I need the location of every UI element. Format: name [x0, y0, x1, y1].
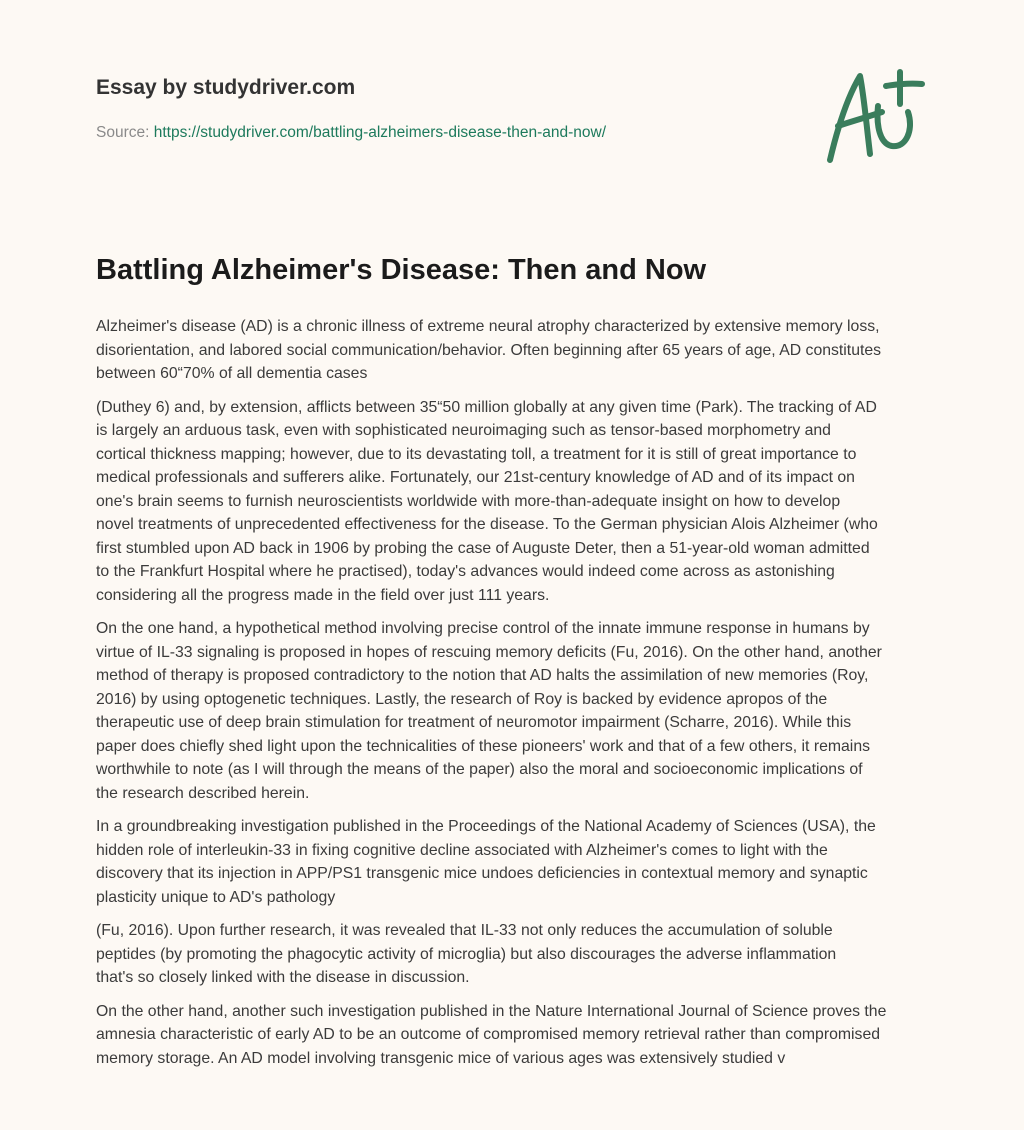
- paragraph-line: hidden role of interleukin-33 in fixing cognitive decline associated with Alzheimer's comes to light with the: [96, 841, 828, 859]
- paragraph-line: first stumbled upon AD back in 1906 by probing the case of Auguste Deter, then a 51-year-old woman admitted: [96, 539, 870, 557]
- paragraph-line: (Duthey 6) and, by extension, afflicts between 35“50 million globally at any given time (Park). The tracking of AD: [96, 398, 877, 416]
- paragraph-line: worthwhile to note (as I will through the means of the paper) also the moral and socioeconomic implications of: [96, 761, 863, 778]
- paragraph-line: disorientation, and labored social communication/behavior. Often beginning after 65 years of age, AD constitutes: [96, 341, 882, 359]
- paragraph-line: the research described herein.: [96, 784, 310, 802]
- paragraph-line: plasticity unique to AD's pathology: [96, 888, 336, 906]
- paragraph-line: is largely an arduous task, even with sophisticated neuroimaging such as tensor-based morphometry and: [96, 422, 831, 439]
- paragraph-line: between 60“70% of all dementia cases: [96, 365, 368, 382]
- essay-paragraph: [96, 315, 936, 386]
- paragraph-line: memory storage. An AD model involving transgenic mice of various ages was extensively studied v: [96, 1049, 786, 1067]
- paragraph-line: (Fu, 2016). Upon further research, it was revealed that IL-33 not only reduces the accumulation of soluble: [96, 922, 833, 939]
- paragraph-line: On the one hand, a hypothetical method involving precise control of the innate immune response in humans by: [96, 620, 870, 637]
- paragraph-line: 2016) by using optogenetic techniques. Lastly, the research of Roy is backed by evidence apropos of the: [96, 690, 828, 708]
- essay-paragraph: [96, 815, 936, 909]
- paragraph-line: peptides (by promoting the phagocytic activity of microglia) but also discourages the adverse inflammation: [96, 945, 837, 963]
- paragraph-line: paper does chiefly shed light upon the technicalities of these pioneers' work and that of a few others, it remains: [96, 737, 871, 755]
- paragraph-line: novel treatments of unprecedented effectiveness for the disease. To the German physician Alois Alzheimer (who: [96, 516, 878, 533]
- paragraph-line: therapeutic use of deep brain stimulation for treatment of neuromotor impairment (Scharre, 2016). While this: [96, 714, 852, 731]
- paragraph-line: to the Frankfurt Hospital where he practised), today's advances would indeed come across as astonishing: [96, 563, 835, 580]
- source-link[interactable]: https://studydriver.com/battling-alzheimers-disease-then-and-now/: [153, 124, 607, 141]
- source-label: Source:: [96, 124, 150, 141]
- essay-paragraph: [96, 396, 936, 608]
- essay-paragraph: [96, 617, 936, 805]
- a-plus-logo: [818, 66, 930, 166]
- essay-body: [96, 315, 936, 1080]
- essay-paragraph: [96, 1000, 936, 1071]
- paragraph-line: considering all the progress made in the field over just 111 years.: [96, 586, 550, 604]
- paragraph-line: method of therapy is proposed contradictory to the notion that AD halts the assimilation of new memories (Roy,: [96, 667, 869, 684]
- paragraph-line: one's brain seems to furnish neuroscientists worldwide with more-than-adequate insight on how to develop: [96, 492, 841, 510]
- essay-paragraph: [96, 919, 936, 990]
- paragraph-line: amnesia characteristic of early AD to be an outcome of compromised memory retrieval rather than compromised: [96, 1026, 881, 1043]
- paragraph-line: medical professionals and sufferers alike. Fortunately, our 21st-century knowledge of AD and of its impact on: [96, 469, 855, 486]
- source-line: [96, 124, 606, 142]
- site-label: Essay by studydriver.com: [96, 76, 356, 99]
- paragraph-line: On the other hand, another such investigation published in the Nature International Journal of Science proves the: [96, 1002, 887, 1020]
- paragraph-line: In a groundbreaking investigation published in the Proceedings of the National Academy of Sciences (USA), the: [96, 818, 876, 835]
- paragraph-line: cortical thickness mapping; however, due to its devastating toll, a treatment for it is still of great importance to: [96, 445, 857, 463]
- essay-title: Battling Alzheimer's Disease: Then and Now: [96, 254, 707, 286]
- paragraph-line: discovery that its injection in APP/PS1 transgenic mice undoes deficiencies in contextual memory and synaptic: [96, 865, 868, 882]
- paragraph-line: Alzheimer's disease (AD) is a chronic illness of extreme neural atrophy characterized by extensive memory loss,: [96, 318, 880, 335]
- paragraph-line: virtue of IL-33 signaling is proposed in hopes of rescuing memory deficits (Fu, 2016). On the other hand, another: [96, 643, 882, 661]
- paragraph-line: that's so closely linked with the disease in discussion.: [96, 969, 470, 986]
